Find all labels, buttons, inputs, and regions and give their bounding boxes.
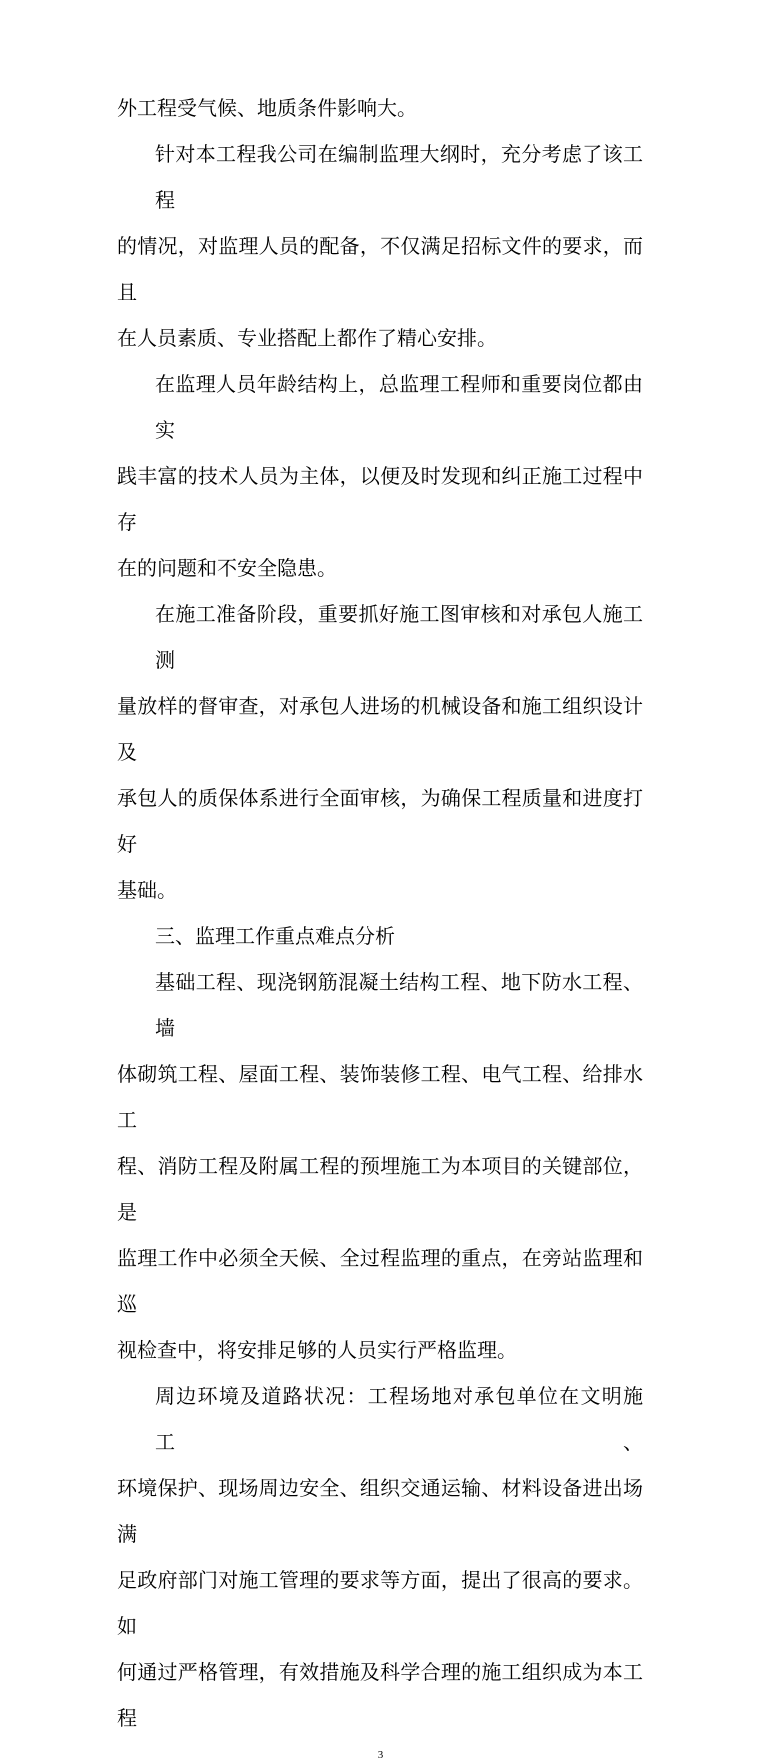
text-line: 三、监理工作重点难点分析 [155,924,395,948]
text-line: 程、消防工程及附属工程的预埋施工为本项目的关键部位，是 [117,1154,643,1224]
paragraph [117,85,643,131]
text-line: 量放样的督审查，对承包人进场的机械设备和施工组织设计及 [117,694,643,764]
text-line: 在监理人员年龄结构上，总监理工程师和重要岗位都由实 [155,372,643,442]
text-line: 环境保护、现场周边安全、组织交通运输、材料设备进出场满 [117,1476,643,1546]
text-line: 在人员素质、专业搭配上都作了精心安排。 [117,326,497,350]
text-line: 足政府部门对施工管理的要求等方面，提出了很高的要求。如 [117,1568,643,1638]
text-line: 外工程受气候、地质条件影响大。 [117,96,417,120]
text-line: 基础。 [117,878,177,902]
paragraph [117,131,643,361]
text-line: 在的问题和不安全隐患。 [117,556,337,580]
text-line: 监理工作中必须全天候、全过程监理的重点，在旁站监理和巡 [117,1246,643,1316]
text-line: 视检查中，将安排足够的人员实行严格监理。 [117,1338,517,1362]
text-line: 何通过严格管理，有效措施及科学合理的施工组织成为本工程 [117,1660,643,1730]
page-number: 3 [377,1749,384,1761]
paragraph [117,1373,643,1741]
text-line: 基础工程、现浇钢筋混凝土结构工程、地下防水工程、墙 [155,970,643,1040]
paragraph [117,913,643,959]
paragraph [117,591,643,913]
paragraph [117,959,643,1373]
body-text [117,85,643,1741]
text-line: 的情况，对监理人员的配备，不仅满足招标文件的要求，而且 [117,234,643,304]
text-line: 周边环境及道路状况：工程场地对承包单位在文明施工、 [155,1384,643,1454]
paragraph [117,361,643,591]
text-line: 践丰富的技术人员为主体，以便及时发现和纠正施工过程中存 [117,464,643,534]
text-line: 承包人的质保体系进行全面审核，为确保工程质量和进度打好 [117,786,643,856]
text-line: 针对本工程我公司在编制监理大纲时，充分考虑了该工程 [155,142,643,212]
text-line: 体砌筑工程、屋面工程、装饰装修工程、电气工程、给排水工 [117,1062,643,1132]
text-line: 在施工准备阶段，重要抓好施工图审核和对承包人施工测 [155,602,643,672]
